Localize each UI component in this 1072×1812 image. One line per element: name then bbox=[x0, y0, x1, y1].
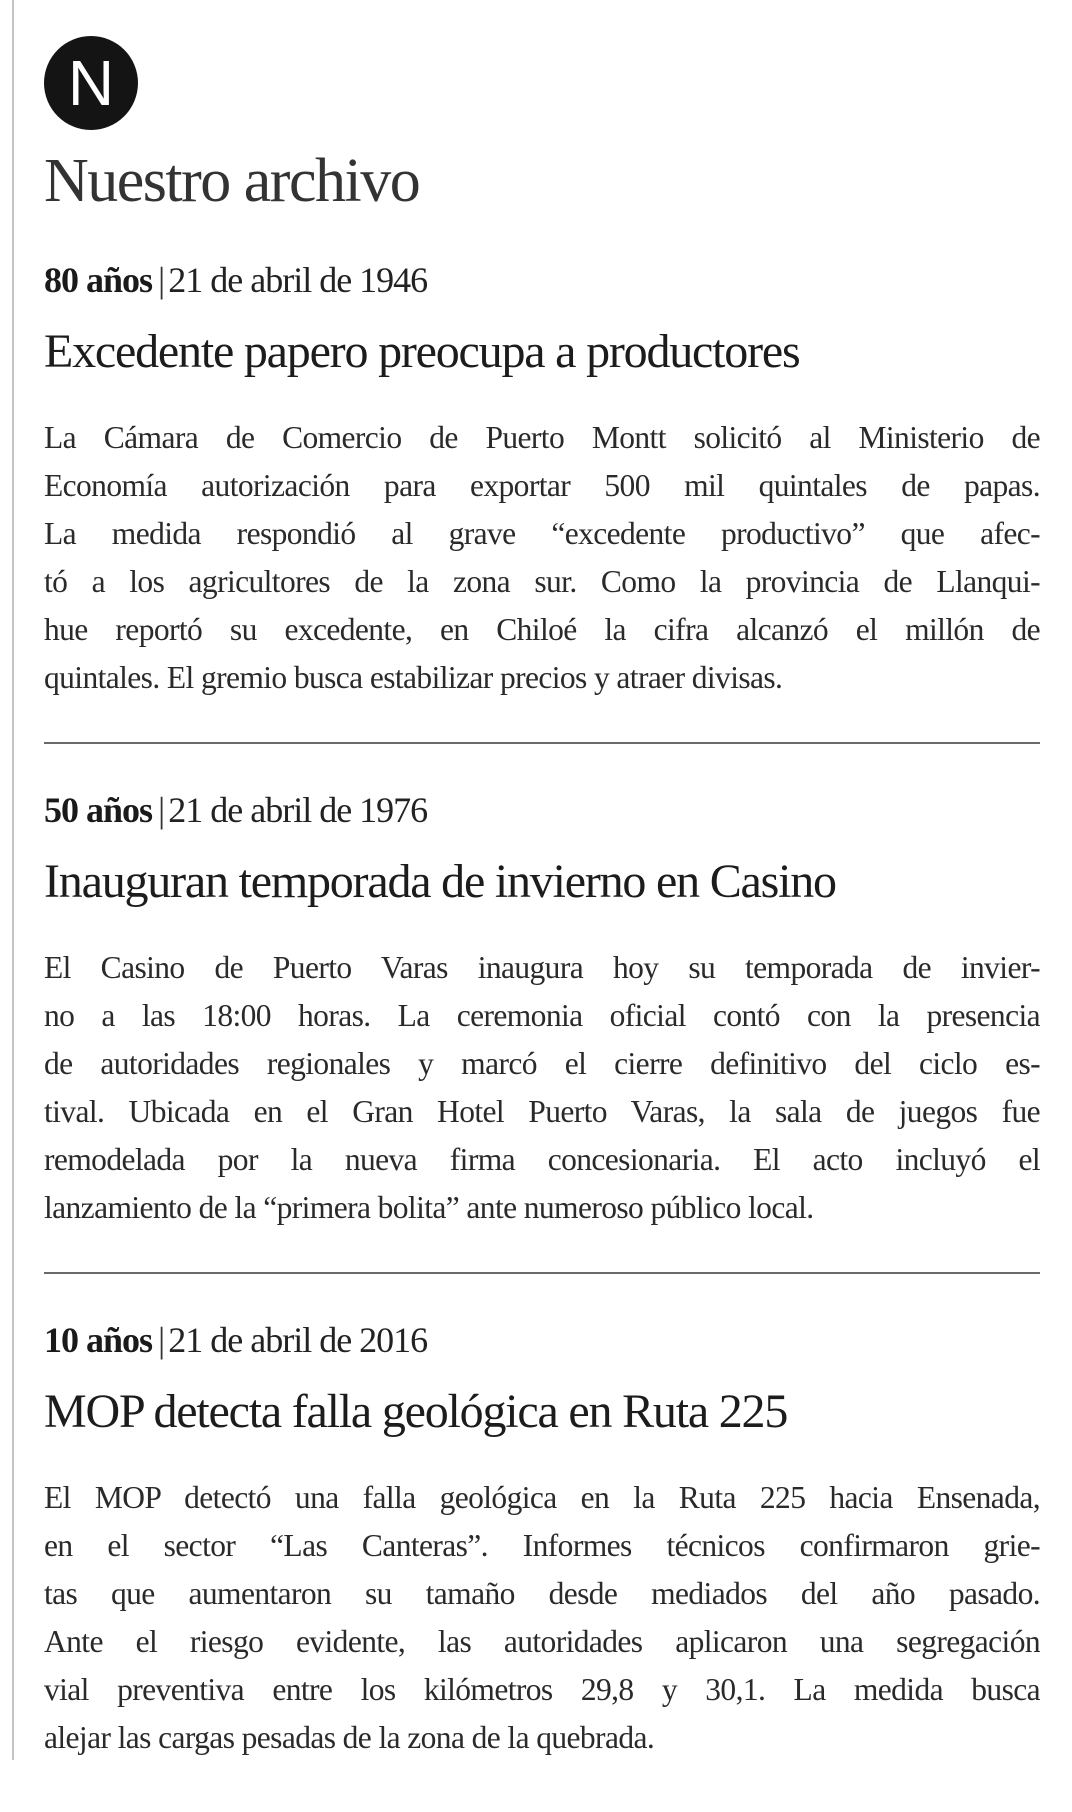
entry-divider bbox=[44, 742, 1040, 744]
left-margin-rule bbox=[12, 0, 14, 1760]
years-ago: 80 años bbox=[44, 260, 153, 300]
body-line: El MOP detectó una falla geológica en la Ruta 225 hacia Ensenada, bbox=[44, 1480, 1040, 1515]
body-line: La Cámara de Comercio de Puerto Montt solicitó al Ministerio de bbox=[44, 420, 1040, 455]
years-ago: 50 años bbox=[44, 790, 153, 830]
body-line: en el sector “Las Canteras”. Informes técnicos confirmaron grie- bbox=[44, 1528, 1040, 1563]
body-line: lanzamiento de la “primera bolita” ante numeroso público local. bbox=[44, 1190, 814, 1225]
body-line: tas que aumentaron su tamaño desde mediados del año pasado. bbox=[44, 1576, 1040, 1611]
body-line: tó a los agricultores de la zona sur. Como la provincia de Llanqui- bbox=[44, 564, 1040, 599]
archive-entry-80-years bbox=[44, 258, 1040, 702]
dateline-separator: | bbox=[158, 1320, 165, 1360]
entry-headline: Inauguran temporada de invierno en Casino bbox=[44, 855, 836, 908]
dateline bbox=[44, 788, 1040, 832]
body-line: de autoridades regionales y marcó el cierre definitivo del ciclo es- bbox=[44, 1046, 1040, 1081]
body-line: remodelada por la nueva firma concesionaria. El acto incluyó el bbox=[44, 1142, 1040, 1177]
body-line: quintales. El gremio busca estabilizar precios y atraer divisas. bbox=[44, 660, 783, 695]
entry-body bbox=[44, 1474, 1040, 1762]
newspaper-logo bbox=[44, 36, 138, 130]
entry-body bbox=[44, 414, 1040, 702]
years-ago: 10 años bbox=[44, 1320, 153, 1360]
dateline bbox=[44, 1318, 1040, 1362]
body-line: vial preventiva entre los kilómetros 29,8 y 30,1. La medida busca bbox=[44, 1672, 1040, 1707]
archive-entry-50-years bbox=[44, 788, 1040, 1232]
entry-date: 21 de abril de 1976 bbox=[168, 790, 428, 830]
entry-headline: Excedente papero preocupa a productores bbox=[44, 325, 800, 378]
body-line: alejar las cargas pesadas de la zona de la quebrada. bbox=[44, 1720, 655, 1755]
entry-divider bbox=[44, 1272, 1040, 1274]
dateline-separator: | bbox=[158, 260, 165, 300]
entry-date: 21 de abril de 1946 bbox=[168, 260, 428, 300]
body-line: Ante el riesgo evidente, las autoridades aplicaron una segregación bbox=[44, 1624, 1040, 1659]
entry-body bbox=[44, 944, 1040, 1232]
entry-headline: MOP detecta falla geológica en Ruta 225 bbox=[44, 1385, 788, 1438]
body-line: La medida respondió al grave “excedente productivo” que afec- bbox=[44, 516, 1040, 551]
section-title: Nuestro archivo bbox=[44, 147, 420, 215]
body-line: no a las 18:00 horas. La ceremonia oficial contó con la presencia bbox=[44, 998, 1040, 1033]
dateline-separator: | bbox=[158, 790, 165, 830]
logo-letter: N bbox=[67, 47, 115, 119]
entry-date: 21 de abril de 2016 bbox=[168, 1320, 428, 1360]
body-line: Economía autorización para exportar 500 mil quintales de papas. bbox=[44, 468, 1040, 503]
archive-entry-10-years bbox=[44, 1318, 1040, 1762]
body-line: hue reportó su excedente, en Chiloé la cifra alcanzó el millón de bbox=[44, 612, 1040, 647]
dateline bbox=[44, 258, 1040, 302]
body-line: El Casino de Puerto Varas inaugura hoy su temporada de invier- bbox=[44, 950, 1040, 985]
body-line: tival. Ubicada en el Gran Hotel Puerto Varas, la sala de juegos fue bbox=[44, 1094, 1040, 1129]
